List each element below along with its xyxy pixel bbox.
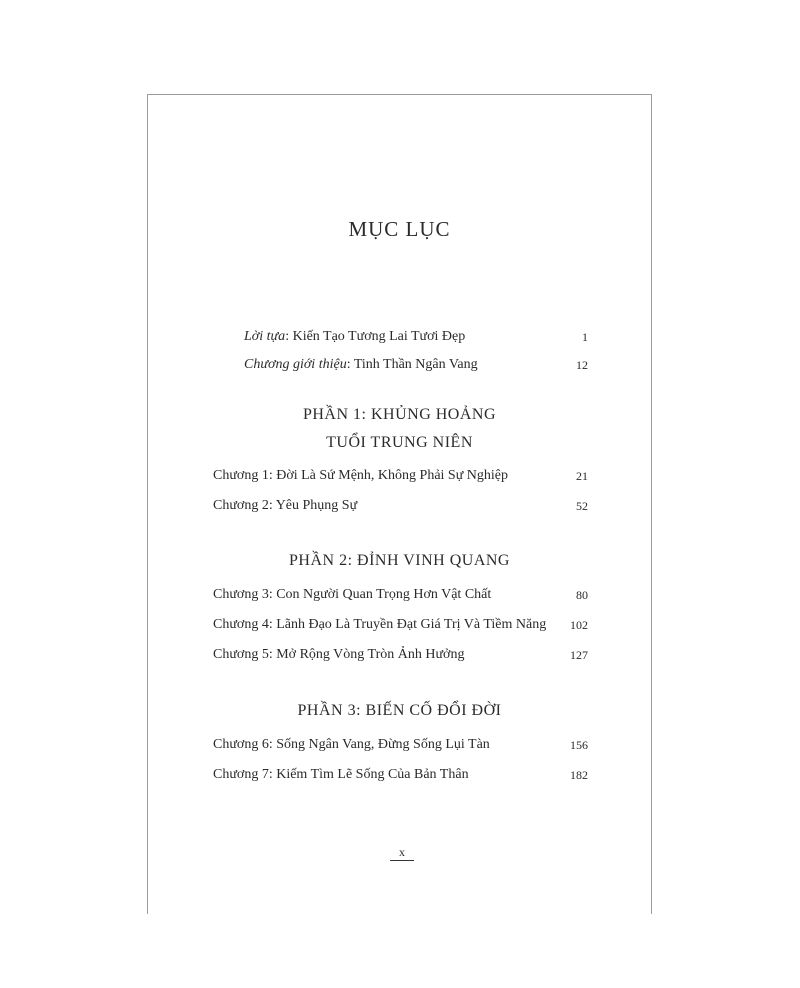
- toc-entry-chapter: [213, 736, 588, 754]
- part-heading: PHẦN 1: KHỦNG HOẢNG: [302, 406, 497, 423]
- toc-entry-chapter: [213, 497, 588, 515]
- toc-entry-text: Chương 2: Yêu Phụng Sự: [213, 498, 358, 513]
- toc-entry-preface: [244, 328, 588, 346]
- toc-entry-label: Lời tựa: [244, 329, 286, 344]
- part-heading-line2: TUỔI TRUNG NIÊN: [326, 434, 473, 451]
- toc-entry-text: Chương 7: Kiếm Tìm Lẽ Sống Của Bản Thân: [213, 767, 469, 782]
- toc-page-number: 127: [570, 648, 588, 662]
- page-folio: x: [390, 845, 414, 861]
- toc-entry-text: : Tinh Thần Ngân Vang: [346, 357, 478, 372]
- toc-entry-text: Chương 5: Mở Rộng Vòng Tròn Ảnh Hưởng: [213, 647, 465, 662]
- toc-entry-text: : Kiến Tạo Tương Lai Tươi Đẹp: [285, 329, 466, 344]
- toc-page-number: 102: [570, 618, 588, 632]
- book-page: [147, 94, 652, 914]
- toc-page-number: 80: [576, 588, 588, 602]
- toc-page-number: 21: [576, 469, 588, 483]
- toc-entry-chapter: [213, 616, 588, 634]
- toc-entry-chapter: [213, 586, 588, 604]
- toc-entry-introduction: [244, 356, 588, 374]
- part-heading: PHẦN 3: BIẾN CỐ ĐỔI ĐỜI: [297, 702, 502, 719]
- toc-entry-text: Chương 6: Sống Ngân Vang, Đừng Sống Lụi Tàn: [213, 737, 490, 752]
- toc-entry-chapter: [213, 467, 588, 485]
- toc-entry-text: Chương 3: Con Người Quan Trọng Hơn Vật Chất: [213, 587, 492, 602]
- toc-entry-chapter: [213, 766, 588, 784]
- page-title: MỤC LỤC: [348, 217, 451, 241]
- toc-page-number: 182: [570, 768, 588, 782]
- toc-entry-text: Chương 1: Đời Là Sứ Mệnh, Không Phải Sự Nghiệp: [213, 468, 509, 483]
- toc-entry-text: Chương 4: Lãnh Đạo Là Truyền Đạt Giá Trị Và Tiềm Năng: [213, 617, 547, 632]
- toc-page-number: 52: [576, 499, 588, 513]
- part-heading: PHẦN 2: ĐỈNH VINH QUANG: [289, 552, 510, 569]
- toc-entry-chapter: [213, 646, 588, 664]
- toc-page-number: 1: [582, 330, 588, 344]
- toc-page-number: 12: [576, 358, 588, 372]
- toc-page-number: 156: [570, 738, 588, 752]
- toc-entry-label: Chương giới thiệu: [244, 357, 347, 372]
